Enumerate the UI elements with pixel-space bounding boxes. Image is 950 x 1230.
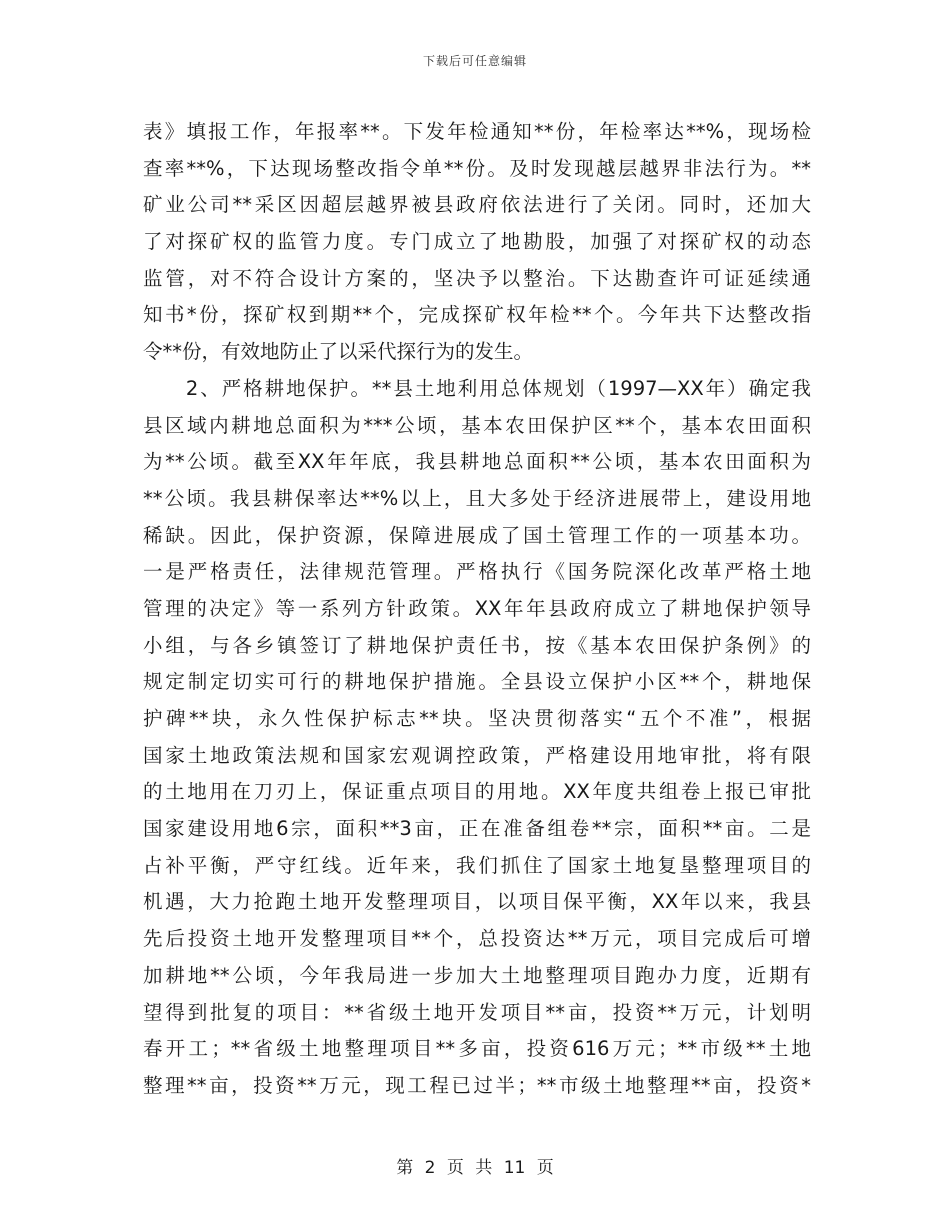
text-line: 机遇，大力抢跑土地开发整理项目，以项目保平衡，XX年以来，我县 xyxy=(143,890,811,914)
text-line: 小组，与各乡镇签订了耕地保护责任书，按《基本农田保护条例》的 xyxy=(143,633,811,657)
text-line: 2、严格耕地保护。**县土地利用总体规划（1997—XX年）确定我 xyxy=(143,376,811,400)
text-line: 加耕地**公顷，今年我局进一步加大土地整理项目跑办力度，近期有 xyxy=(143,963,811,987)
text-line: 先后投资土地开发整理项目**个，总投资达**万元，项目完成后可增 xyxy=(143,927,811,951)
text-line: 占补平衡，严守红线。近年来，我们抓住了国家土地复垦整理项目的 xyxy=(143,853,811,877)
text-line: 为**公顷。截至XX年年底，我县耕地总面积**公顷，基本农田面积为 xyxy=(143,450,811,474)
text-line: 整理**亩，投资**万元，现工程已过半；**市级土地整理**亩，投资* xyxy=(143,1073,811,1097)
page-footer: 第 2 页 共 11 页 xyxy=(396,1158,554,1178)
page-header: 下载后可任意编辑 xyxy=(422,54,527,68)
text-line: 令**份，有效地防止了以采代探行为的发生。 xyxy=(143,340,534,364)
text-line: 查率**%，下达现场整改指令单**份。及时发现越层越界非法行为。** xyxy=(143,156,811,180)
text-line: 管理的决定》等一系列方针政策。XX年年县政府成立了耕地保护领导 xyxy=(143,596,811,620)
text-line: 县区域内耕地总面积为***公顷，基本农田保护区**个，基本农田面积 xyxy=(143,413,811,437)
text-line: 稀缺。因此，保护资源，保障进展成了国土管理工作的一项基本功。 xyxy=(143,523,811,547)
text-line: 春开工；**省级土地整理项目**多亩，投资616万元；**市级**土地 xyxy=(143,1037,811,1061)
text-line: 国家建设用地6宗，面积**3亩，正在准备组卷**宗，面积**亩。二是 xyxy=(143,817,811,841)
text-line: 了对探矿权的监管力度。专门成立了地勘股，加强了对探矿权的动态 xyxy=(143,230,811,254)
text-line: 一是严格责任，法律规范管理。严格执行《国务院深化改革严格土地 xyxy=(143,560,811,584)
text-line: 监管，对不符合设计方案的，坚决予以整治。下达勘查许可证延续通 xyxy=(143,266,811,290)
text-line: 国家土地政策法规和国家宏观调控政策，严格建设用地审批，将有限 xyxy=(143,743,811,767)
text-line: 望得到批复的项目：**省级土地开发项目**亩，投资**万元，计划明 xyxy=(143,1000,811,1024)
text-line: 表》填报工作，年报率**。下发年检通知**份，年检率达**%，现场检 xyxy=(143,120,811,143)
text-line: 矿业公司**采区因超层越界被县政府依法进行了关闭。同时，还加大 xyxy=(143,193,811,217)
document-body xyxy=(143,114,811,1105)
text-line: 护碑**块，永久性保护标志**块。坚决贯彻落实“五个不准”，根据 xyxy=(143,707,811,730)
text-line: **公顷。我县耕保率达**%以上，且大多处于经济进展带上，建设用地 xyxy=(143,486,811,510)
text-line: 的土地用在刀刃上，保证重点项目的用地。XX年度共组卷上报已审批 xyxy=(143,780,811,804)
text-line: 知书*份，探矿权到期**个，完成探矿权年检**个。今年共下达整改指 xyxy=(143,303,811,327)
text-line: 规定制定切实可行的耕地保护措施。全县设立保护小区**个，耕地保 xyxy=(143,670,811,694)
